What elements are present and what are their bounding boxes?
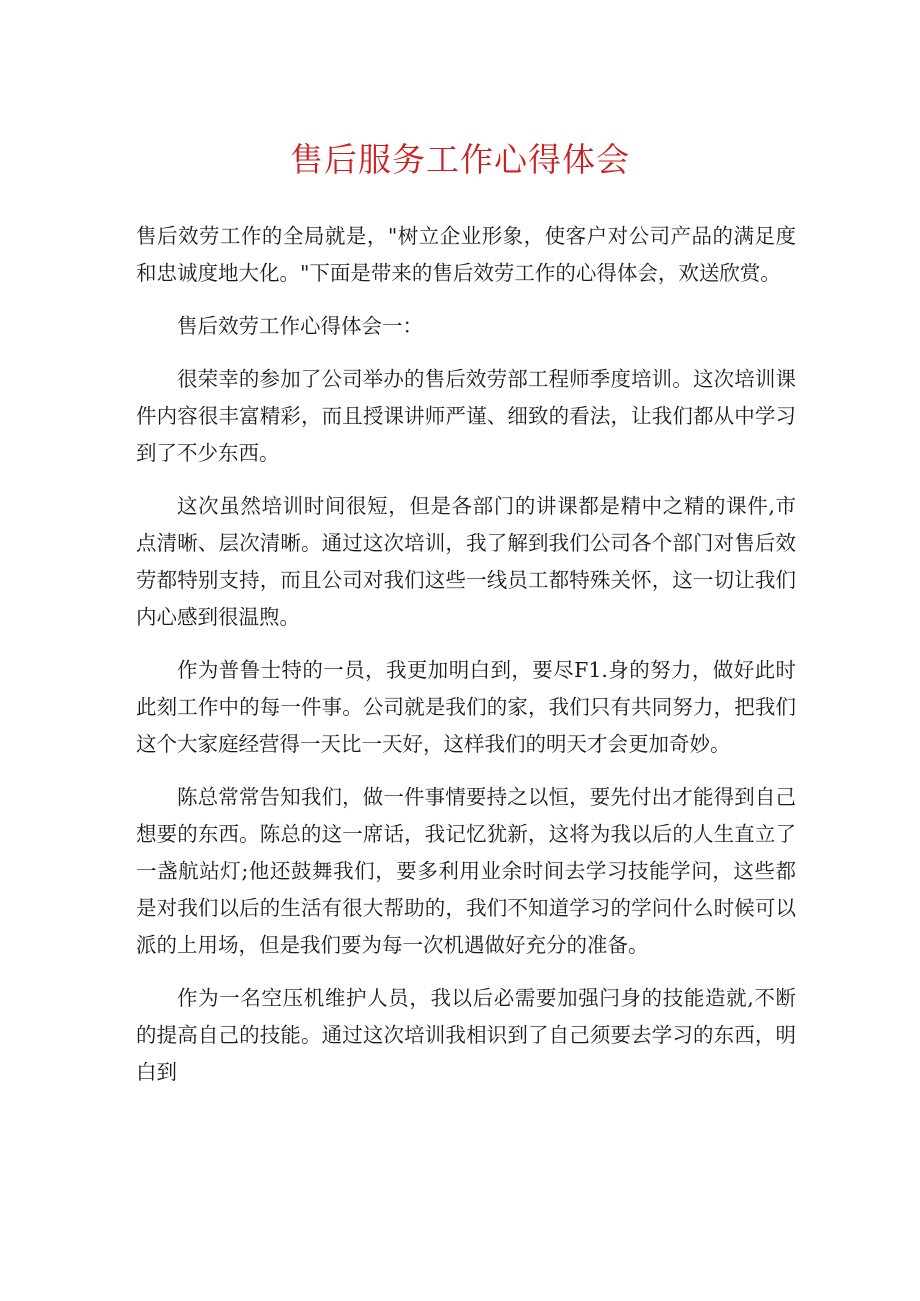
paragraph: 作为普鲁士特的一员，我更加明白到，要尽F1.身的努力，做好此时此刻工作中的每一件事。公司就是我们的家，我们只有共同努力，把我们这个大家庭经营得一天比一天好，这样我们的明天才会更加奇妙。	[136, 658, 796, 756]
paragraph-section-heading: 售后效劳工作心得体会一：	[177, 314, 423, 338]
paragraph: 陈总常常告知我们，做一件事情要持之以恒，要先付出才能得到自己想要的东西。陈总的这一席话，我记忆犹新，这将为我以后的人生直立了一盏航站灯;他还鼓舞我们，要多利用业余时间去学习技能学问，这些都是对我们以后的生活有很大帮助的，我们不知道学习的学问什么时候可以派的上用场，但是我们要为每一次机遇做好充分的准备。	[136, 785, 796, 957]
paragraph-intro: 售后效劳工作的全局就是，"树立企业形象，使客户对公司产品的满足度和忠诚度地大化。"下面是带来的售后效劳工作的心得体会，欢送欣赏。	[136, 224, 796, 285]
paragraph: 作为一名空压机维护人员，我以后必需要加强闩身的技能造就,不断的提高自己的技能。通过这次培训我相识到了自己须要去学习的东西，明白到	[136, 986, 796, 1084]
document-body	[136, 218, 796, 1107]
document-title: 售后服务工作心得体会	[290, 140, 630, 179]
paragraph: 很荣幸的参加了公司举办的售后效劳部工程师季度培训。这次培训课件内容很丰富精彩，而且授课讲师严谨、细致的看法，让我们都从中学习到了不少东西。	[136, 367, 796, 465]
paragraph: 这次虽然培训时间很短，但是各部门的讲课都是精中之精的课件,市点清晰、层次清晰。通过这次培训，我了解到我们公司各个部门对售后效劳都特别支持，而且公司对我们这些一线员工都特殊关怀，这一切让我们内心感到很温煦。	[136, 494, 796, 629]
